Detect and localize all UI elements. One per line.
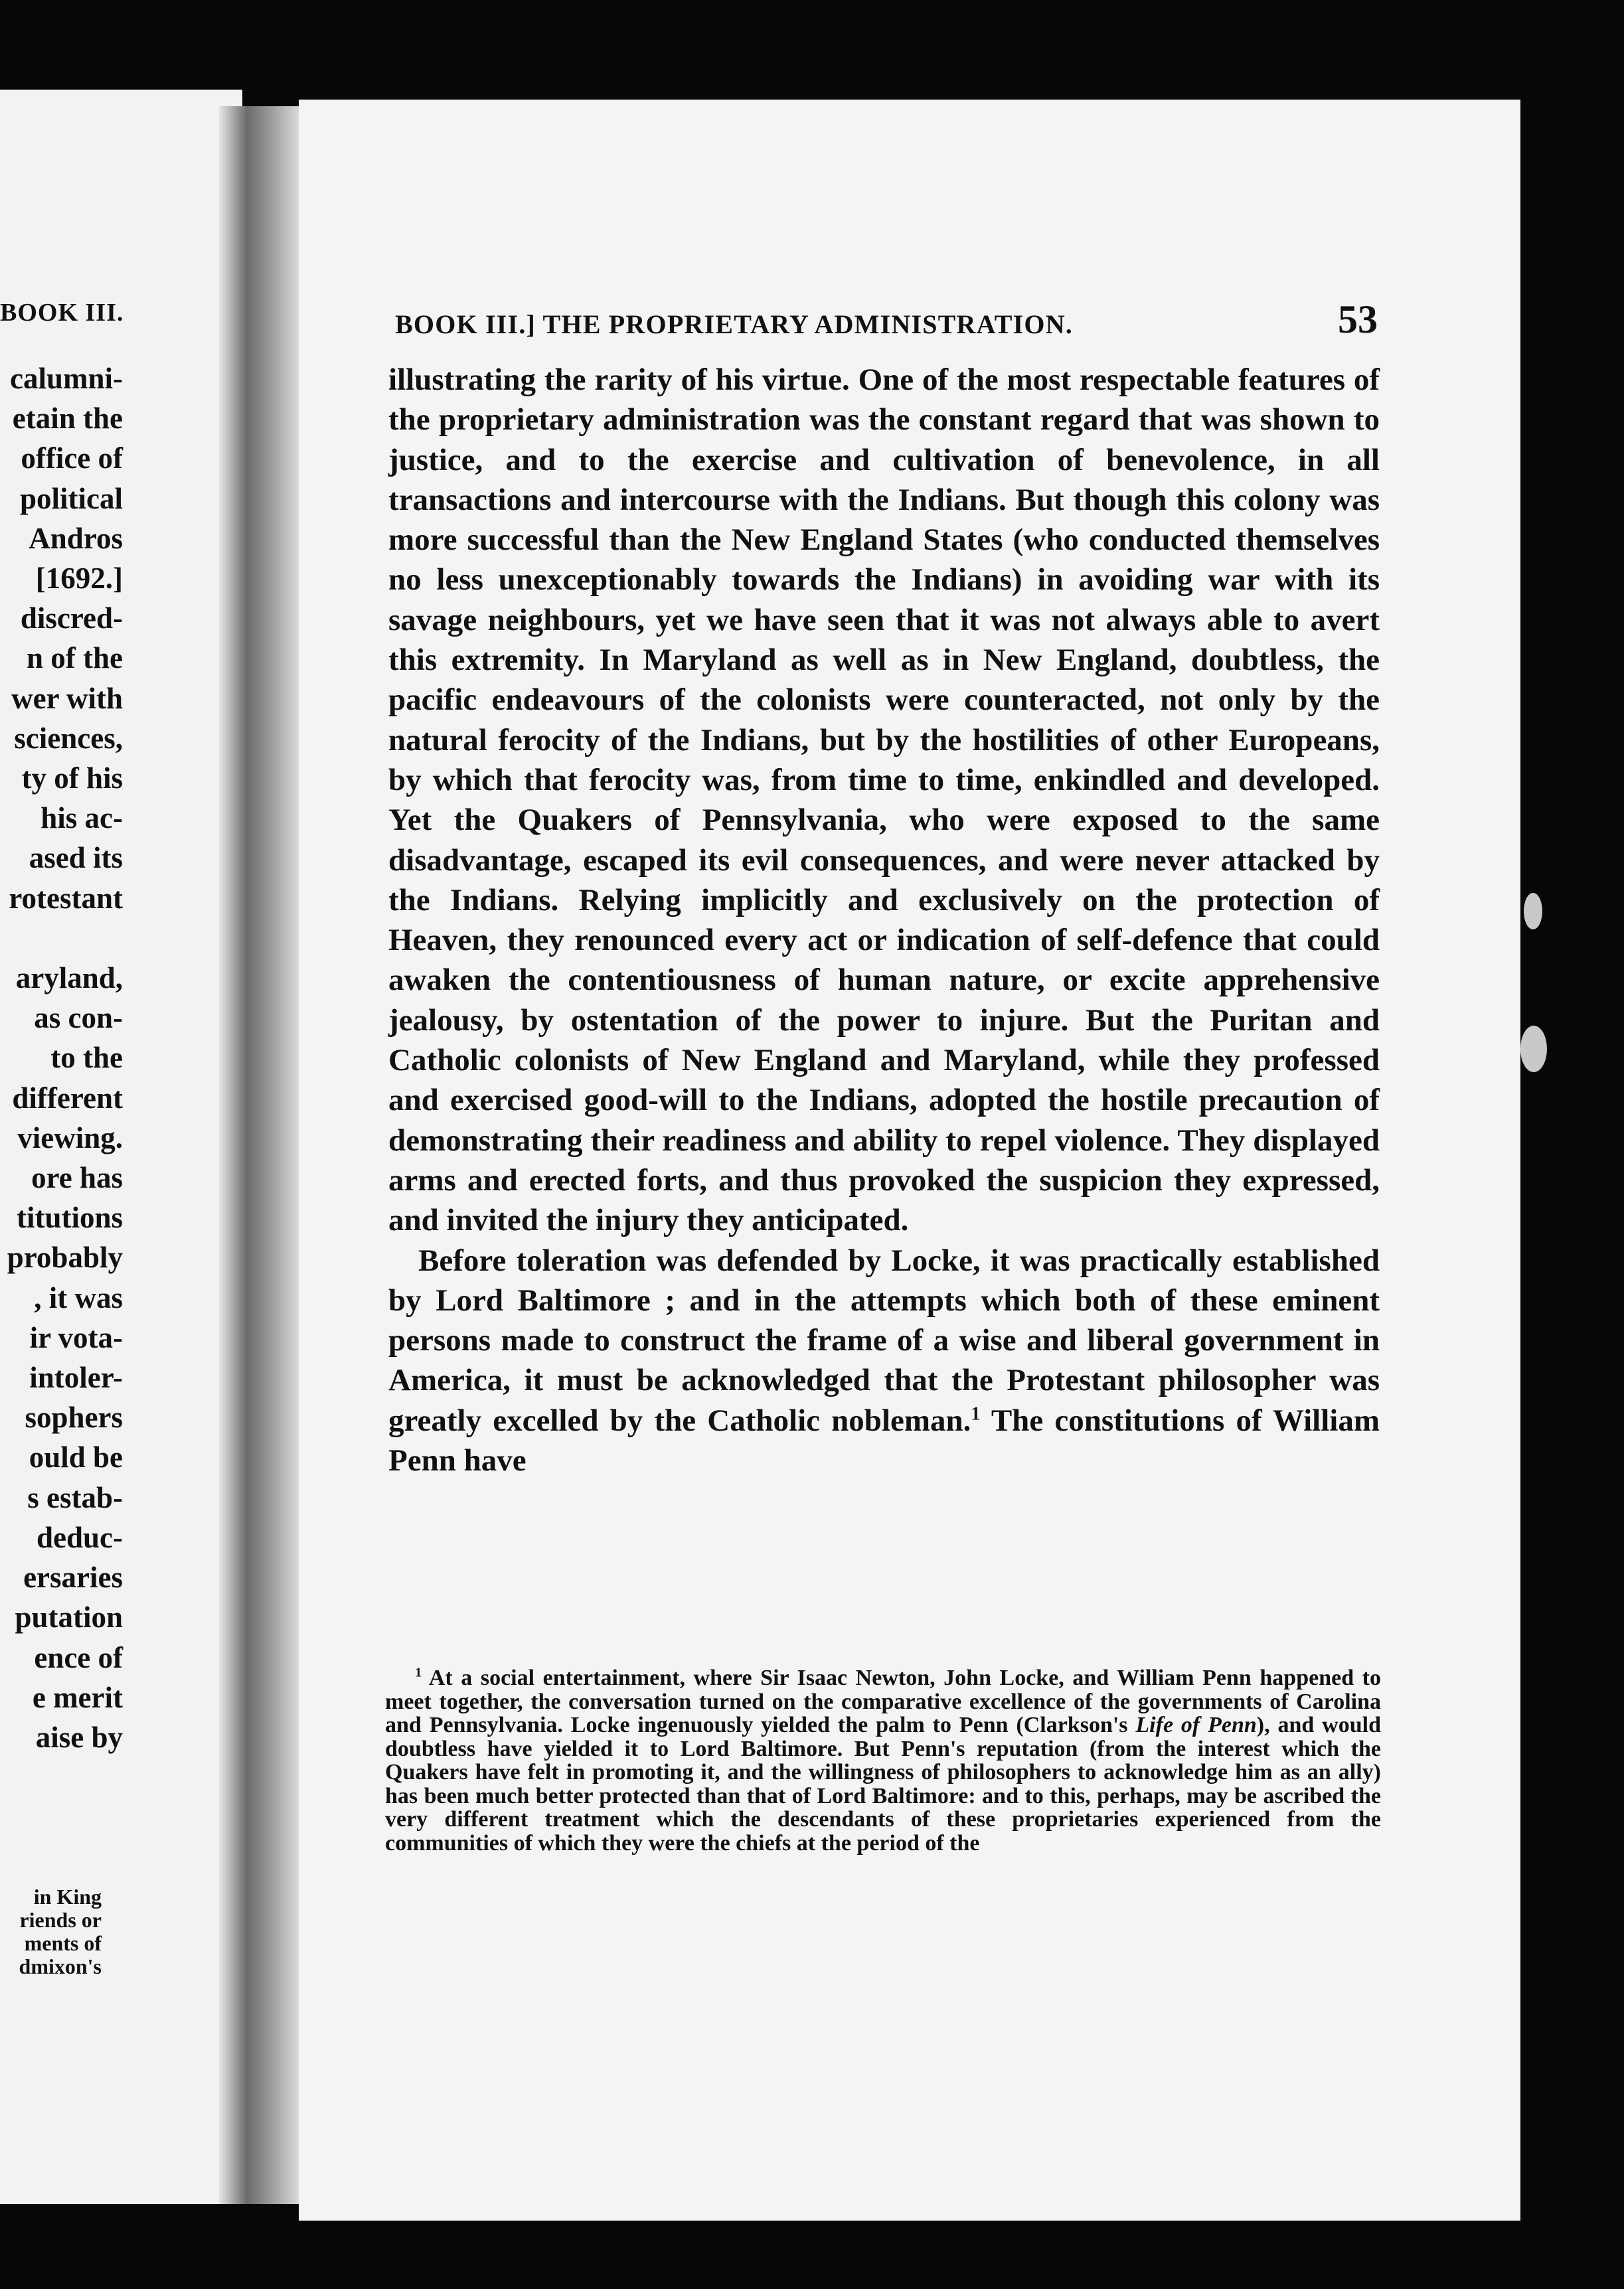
left-footnote-line: in King xyxy=(33,1885,102,1909)
left-text-line: as con- xyxy=(34,1001,123,1035)
footnote-text: ), and would doubtless have yielded it to Lord Baltimore. But Penn's reputation (from the interest which the Quakers have felt in promoting it, and the willingness of philosophers to acknowledge him as an ally) has been much better protected than that of Lord Baltimore: and to this, perhaps, may be ascribed the very different treatment which the descendants of these proprietaries experienced from the communities of which they were the chiefs at the period of the xyxy=(385,1713,1381,1855)
body-text xyxy=(388,360,1380,1480)
running-head-title: BOOK III.] THE PROPRIETARY ADMINISTRATION. xyxy=(395,309,1073,339)
left-text-line: ty of his xyxy=(21,761,123,795)
left-text-line: aise by xyxy=(35,1720,123,1754)
right-page xyxy=(299,100,1520,2221)
left-text-line: wer with xyxy=(11,681,123,715)
left-text-line: Andros xyxy=(29,521,123,555)
left-text-line: aryland, xyxy=(15,961,123,995)
left-text-line: ersaries xyxy=(23,1561,123,1595)
left-text-line: putation xyxy=(15,1601,123,1634)
left-footnote-line: ments of xyxy=(24,1931,102,1955)
left-text-line: rotestant xyxy=(9,881,123,915)
left-text-line: political xyxy=(20,481,123,515)
page-number: 53 xyxy=(1338,297,1378,341)
left-text-line: ased its xyxy=(29,841,123,875)
left-text-line: ould be xyxy=(29,1441,123,1474)
left-text-line: n of the xyxy=(27,641,123,675)
left-text-line: different xyxy=(12,1081,123,1115)
left-text-line: s estab- xyxy=(27,1480,123,1514)
left-text-line: [1692.] xyxy=(35,562,123,595)
paper-specks xyxy=(1517,893,1564,1092)
left-text-line: intoler- xyxy=(29,1361,123,1395)
left-text-line xyxy=(0,918,123,958)
footnote-reference: 1 xyxy=(971,1403,981,1425)
left-text-line: office of xyxy=(21,441,123,475)
left-text-line: sophers xyxy=(25,1401,123,1435)
left-text-line: viewing. xyxy=(17,1121,123,1154)
left-text-line: calumni- xyxy=(9,362,123,395)
left-text-line: probably xyxy=(7,1241,123,1275)
footnote-paragraph xyxy=(385,1666,1381,1855)
book-gutter xyxy=(219,106,312,2204)
left-text-line: deduc- xyxy=(36,1520,123,1554)
left-text-line: sciences, xyxy=(14,721,123,755)
left-footnote-text xyxy=(0,1885,102,1978)
running-head xyxy=(395,297,1378,343)
left-running-head: BOOK III. xyxy=(0,299,124,327)
footnote-mark: 1 xyxy=(415,1665,422,1680)
left-text-line: , it was xyxy=(34,1281,123,1314)
left-text-line: e merit xyxy=(32,1680,123,1714)
paragraph xyxy=(388,1241,1380,1481)
footnote-text: At a social entertainment, where Sir Isaac Newton, John Locke, and William Penn happened to meet together, the conversation turned on the comparative excellence of the governments of Carolina and Pennsylvania. Locke ingenuously yielded the palm to Penn (Clarkson's xyxy=(385,1666,1381,1737)
book-title: Life of Penn xyxy=(1135,1713,1257,1737)
left-body-text xyxy=(0,358,123,1757)
left-text-line: to the xyxy=(50,1041,123,1075)
paragraph-text: The constitutions of William Penn have xyxy=(388,1403,1380,1478)
left-footnote-line: dmixon's xyxy=(19,1954,102,1978)
left-text-line: ore has xyxy=(31,1161,123,1195)
left-text-line: ir vota- xyxy=(29,1320,123,1354)
paragraph: illustrating the rarity of his virtue. One of the most respectable features of the proprietary administration was the constant regard that was shown to justice, and to the exercise and cultivation of benevolence, in all transactions and intercourse with the Indians. But though this colony was more successful than the New England States (who conducted themselves no less unexceptionably towards the Indians) in avoiding war with its savage neighbours, yet we have seen that it was not always able to avert this extremity. In Maryland as well as in New England, doubtless, the pacific endeavours of the colonists were counteracted, not only by the natural ferocity of the Indians, but by the hostilities of other Europeans, by which that ferocity was, from time to time, enkindled and developed. Yet the Quakers of Pennsylvania, who were exposed to the same disadvantage, escaped its evil consequences, and were never attacked by the Indians. Relying implicitly and exclusively on the protection of Heaven, they renounced every act or indication of self-defence that could awaken the contentiousness of human nature, or excite apprehensive jealousy, by ostentation of the power to injure. But the Puritan and Catholic colonists of New England and Maryland, while they professed and exercised good-will to the Indians, adopted the hostile precaution of demonstrating their readiness and ability to repel violence. They displayed arms and erected forts, and thus provoked the suspicion they expressed, and invited the injury they anticipated. xyxy=(388,362,1380,1238)
left-text-line: ence of xyxy=(34,1640,123,1674)
left-footnote-line: riends or xyxy=(19,1908,102,1932)
left-text-line: titutions xyxy=(16,1201,123,1235)
footnote xyxy=(385,1666,1381,1855)
left-text-line: etain the xyxy=(12,402,123,435)
left-text-line: discred- xyxy=(20,601,123,635)
left-page xyxy=(0,90,242,2204)
left-text-line: his ac- xyxy=(41,801,123,835)
paragraph-text: Before toleration was defended by Locke, it was practically established by Lord Baltimore ; and in the attempts which both of these eminent persons made to construct the frame of a wise and liberal government in America, it must be acknowledged that the Protestant philosopher was greatly excelled by the Catholic nobleman. xyxy=(388,1243,1380,1438)
